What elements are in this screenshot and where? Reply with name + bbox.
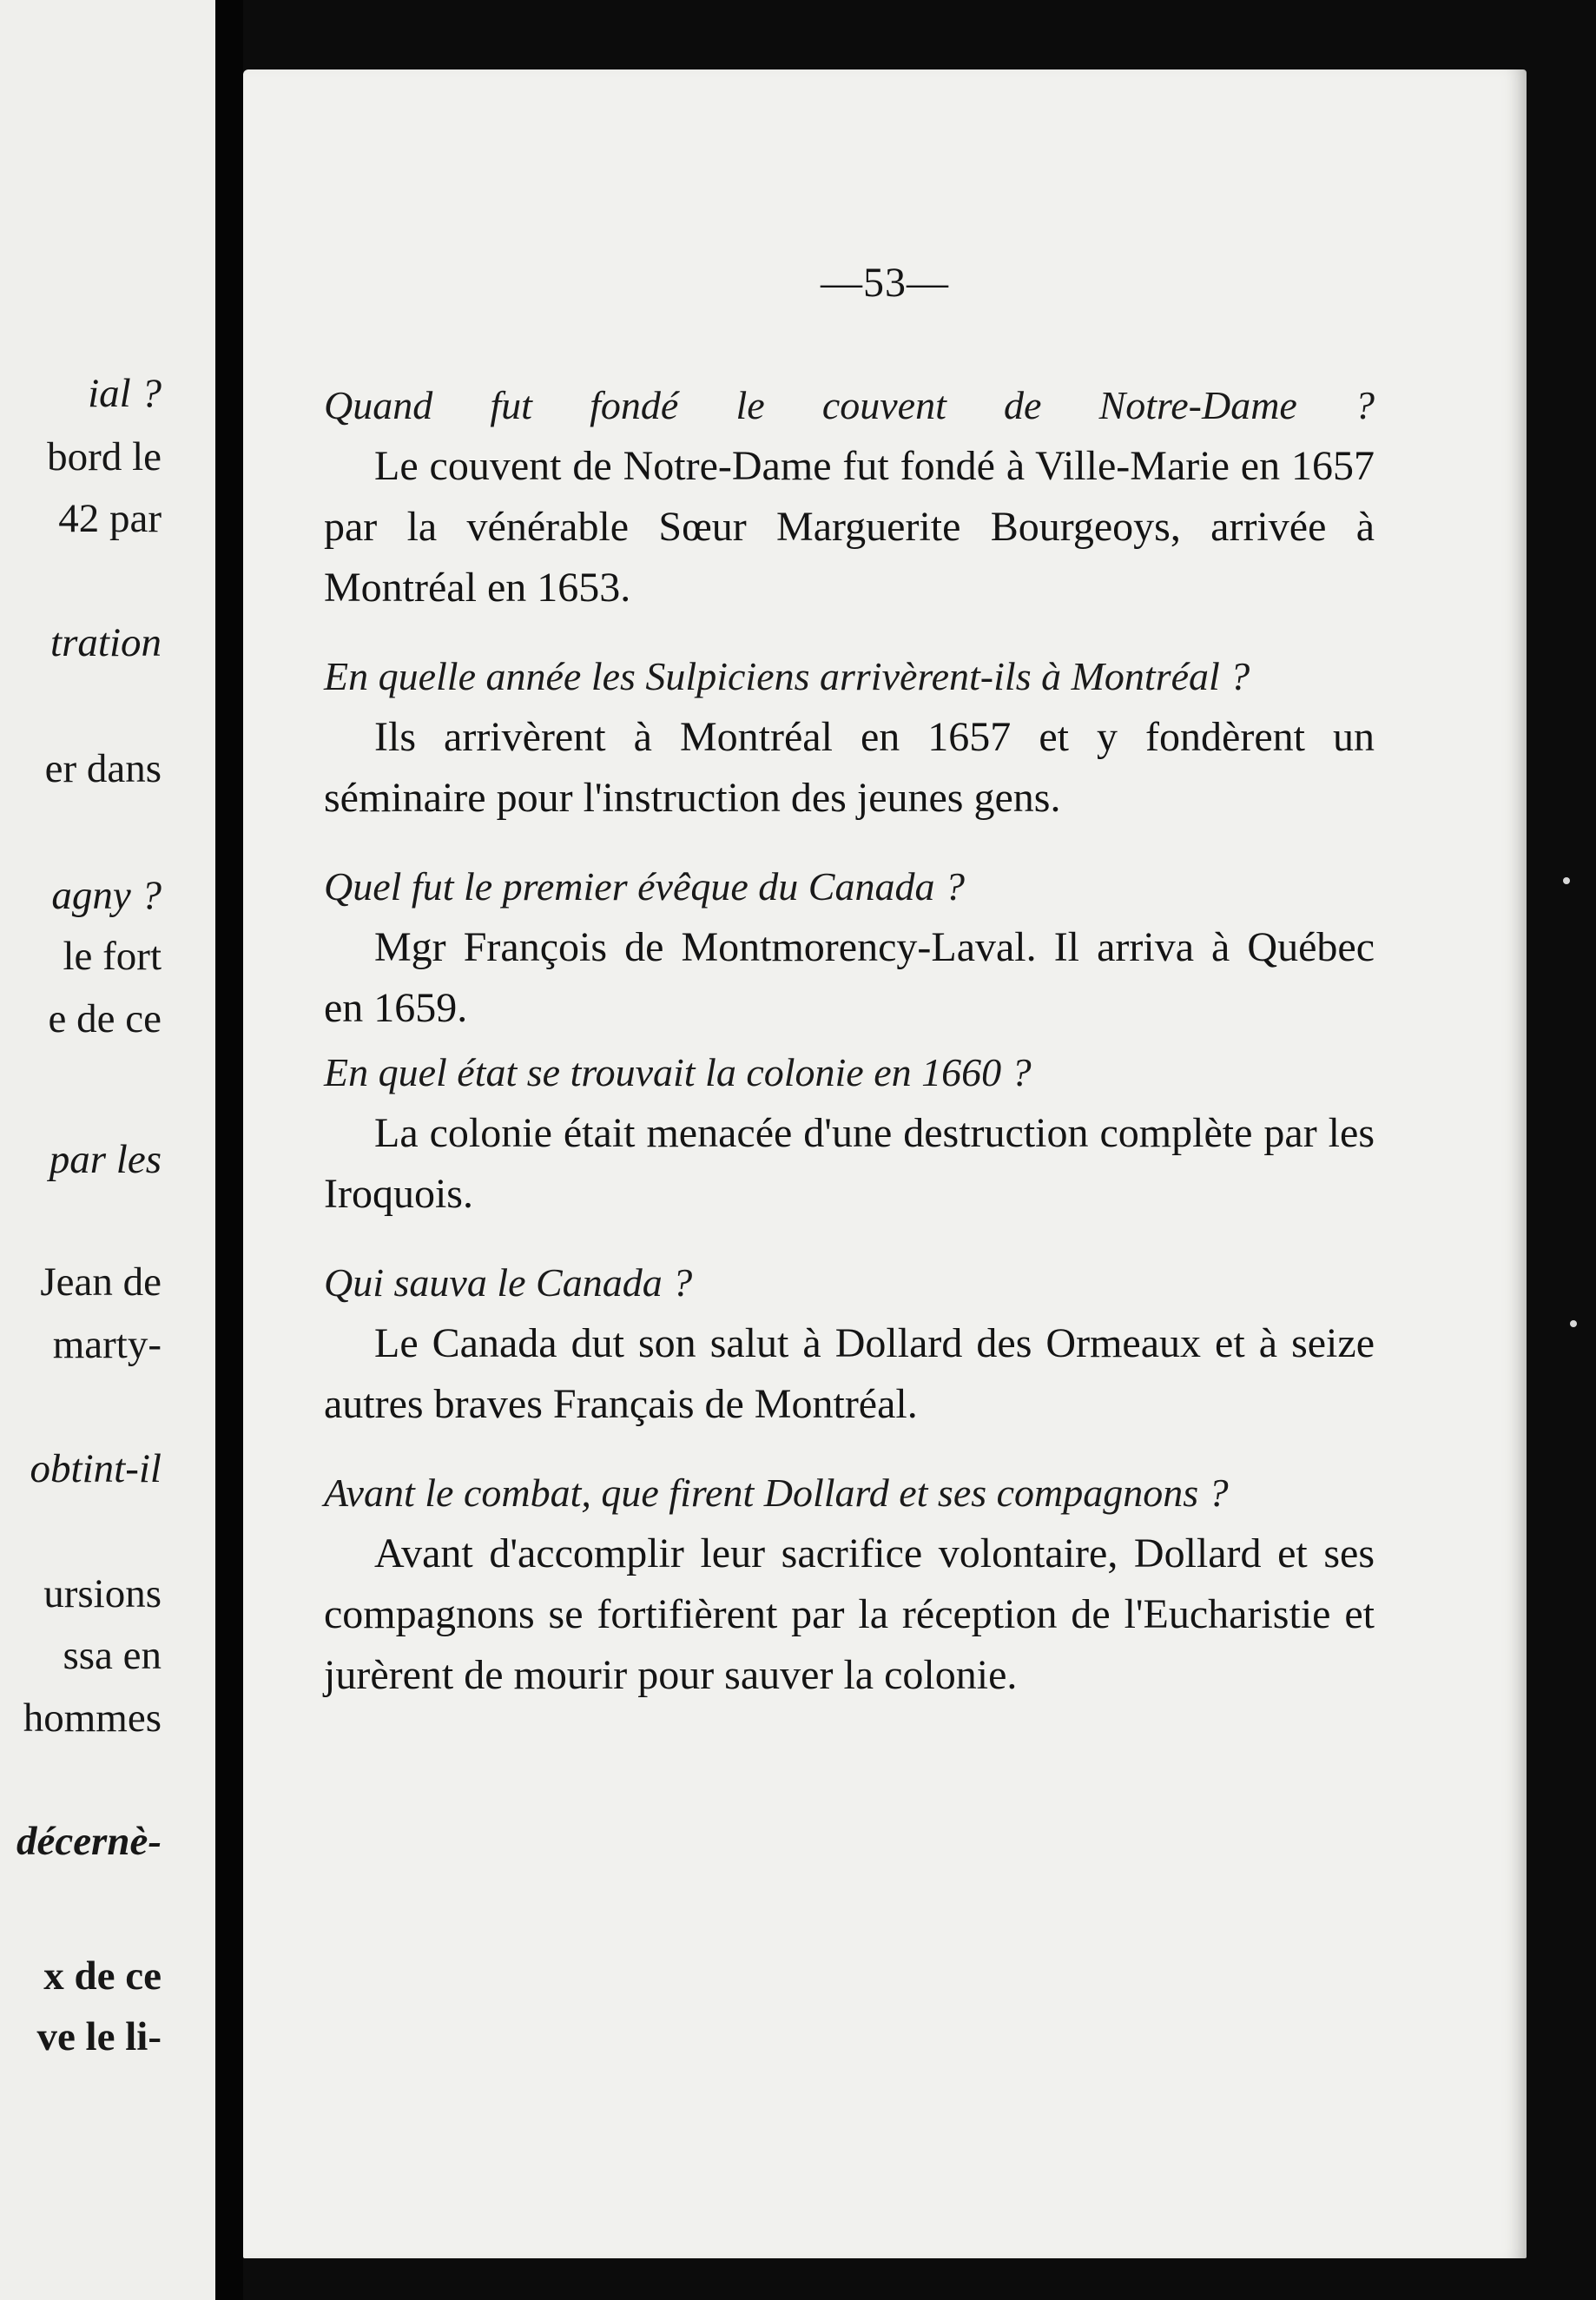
left-fragment-line: par les <box>49 1137 162 1182</box>
left-fragment-line: décernè- <box>16 1819 162 1864</box>
question-text: En quel état se trouvait la colonie en 1660 ? <box>324 1050 1032 1094</box>
left-fragment-line: ve le li- <box>36 2014 162 2059</box>
left-fragment-line: bord le <box>47 434 162 479</box>
left-fragment-line: tration <box>50 620 162 665</box>
qa-entry <box>324 646 1375 829</box>
qa-entry <box>324 1042 1375 1225</box>
previous-page-fragment <box>0 0 215 2300</box>
left-fragment-line: obtint-il <box>30 1446 162 1491</box>
left-fragment-line: hommes <box>23 1695 162 1741</box>
question-text: En quelle année les Sulpiciens arrivèrent-ils à Montréal ? <box>324 654 1250 698</box>
qa-entry <box>324 375 1375 618</box>
question-text: Qui sauva le Canada ? <box>324 1260 693 1305</box>
left-fragment-line: x de ce <box>43 1953 162 1999</box>
left-fragment-line: marty- <box>52 1322 162 1367</box>
left-fragment-line: le fort <box>63 934 162 979</box>
question-text: Quand fut fondé le couvent de Notre-Dame ? <box>324 383 1375 427</box>
catechism-text <box>324 375 1375 1734</box>
question-text: Quel fut le premier évêque du Canada ? <box>324 864 965 909</box>
qa-entry <box>324 1463 1375 1706</box>
left-fragment-line: agny ? <box>51 873 162 918</box>
book-binding <box>215 0 243 2300</box>
answer-text: Le couvent de Notre-Dame fut fondé à Ville-Marie en 1657 par la vénérable Sœur Marguerite Bourgeoys, arrivée à Montréal en 1653. <box>324 443 1375 611</box>
left-fragment-line: ial ? <box>88 371 162 416</box>
answer-text: Ils arrivèrent à Montréal en 1657 et y fondèrent un séminaire pour l'instruction des jeunes gens. <box>324 714 1375 821</box>
left-fragment-line: ursions <box>43 1571 162 1616</box>
answer-text: La colonie était menacée d'une destruction complète par les Iroquois. <box>324 1110 1375 1217</box>
page-number: —53— <box>821 260 949 306</box>
answer-text: Avant d'accomplir leur sacrifice volontaire, Dollard et ses compagnons se fortifièrent par la réception de l'Eucharistie et jurèrent de mourir pour sauver la colonie. <box>324 1530 1375 1698</box>
question-text: Avant le combat, que firent Dollard et ses compagnons ? <box>324 1471 1229 1515</box>
scan-speck <box>1570 1320 1577 1327</box>
left-fragment-line: ssa en <box>63 1633 162 1678</box>
left-fragment-line: e de ce <box>48 996 162 1041</box>
answer-text: Mgr François de Montmorency-Laval. Il arriva à Québec en 1659. <box>324 924 1375 1031</box>
answer-text: Le Canada dut son salut à Dollard des Ormeaux et à seize autres braves Français de Montréal. <box>324 1320 1375 1427</box>
left-fragment-line: er dans <box>44 746 162 791</box>
scan-speck <box>1563 877 1570 884</box>
qa-entry <box>324 1252 1375 1435</box>
left-fragment-line: 42 par <box>58 496 162 541</box>
qa-entry <box>324 856 1375 1039</box>
left-fragment-line: Jean de <box>40 1259 162 1305</box>
book-page <box>243 69 1527 2258</box>
